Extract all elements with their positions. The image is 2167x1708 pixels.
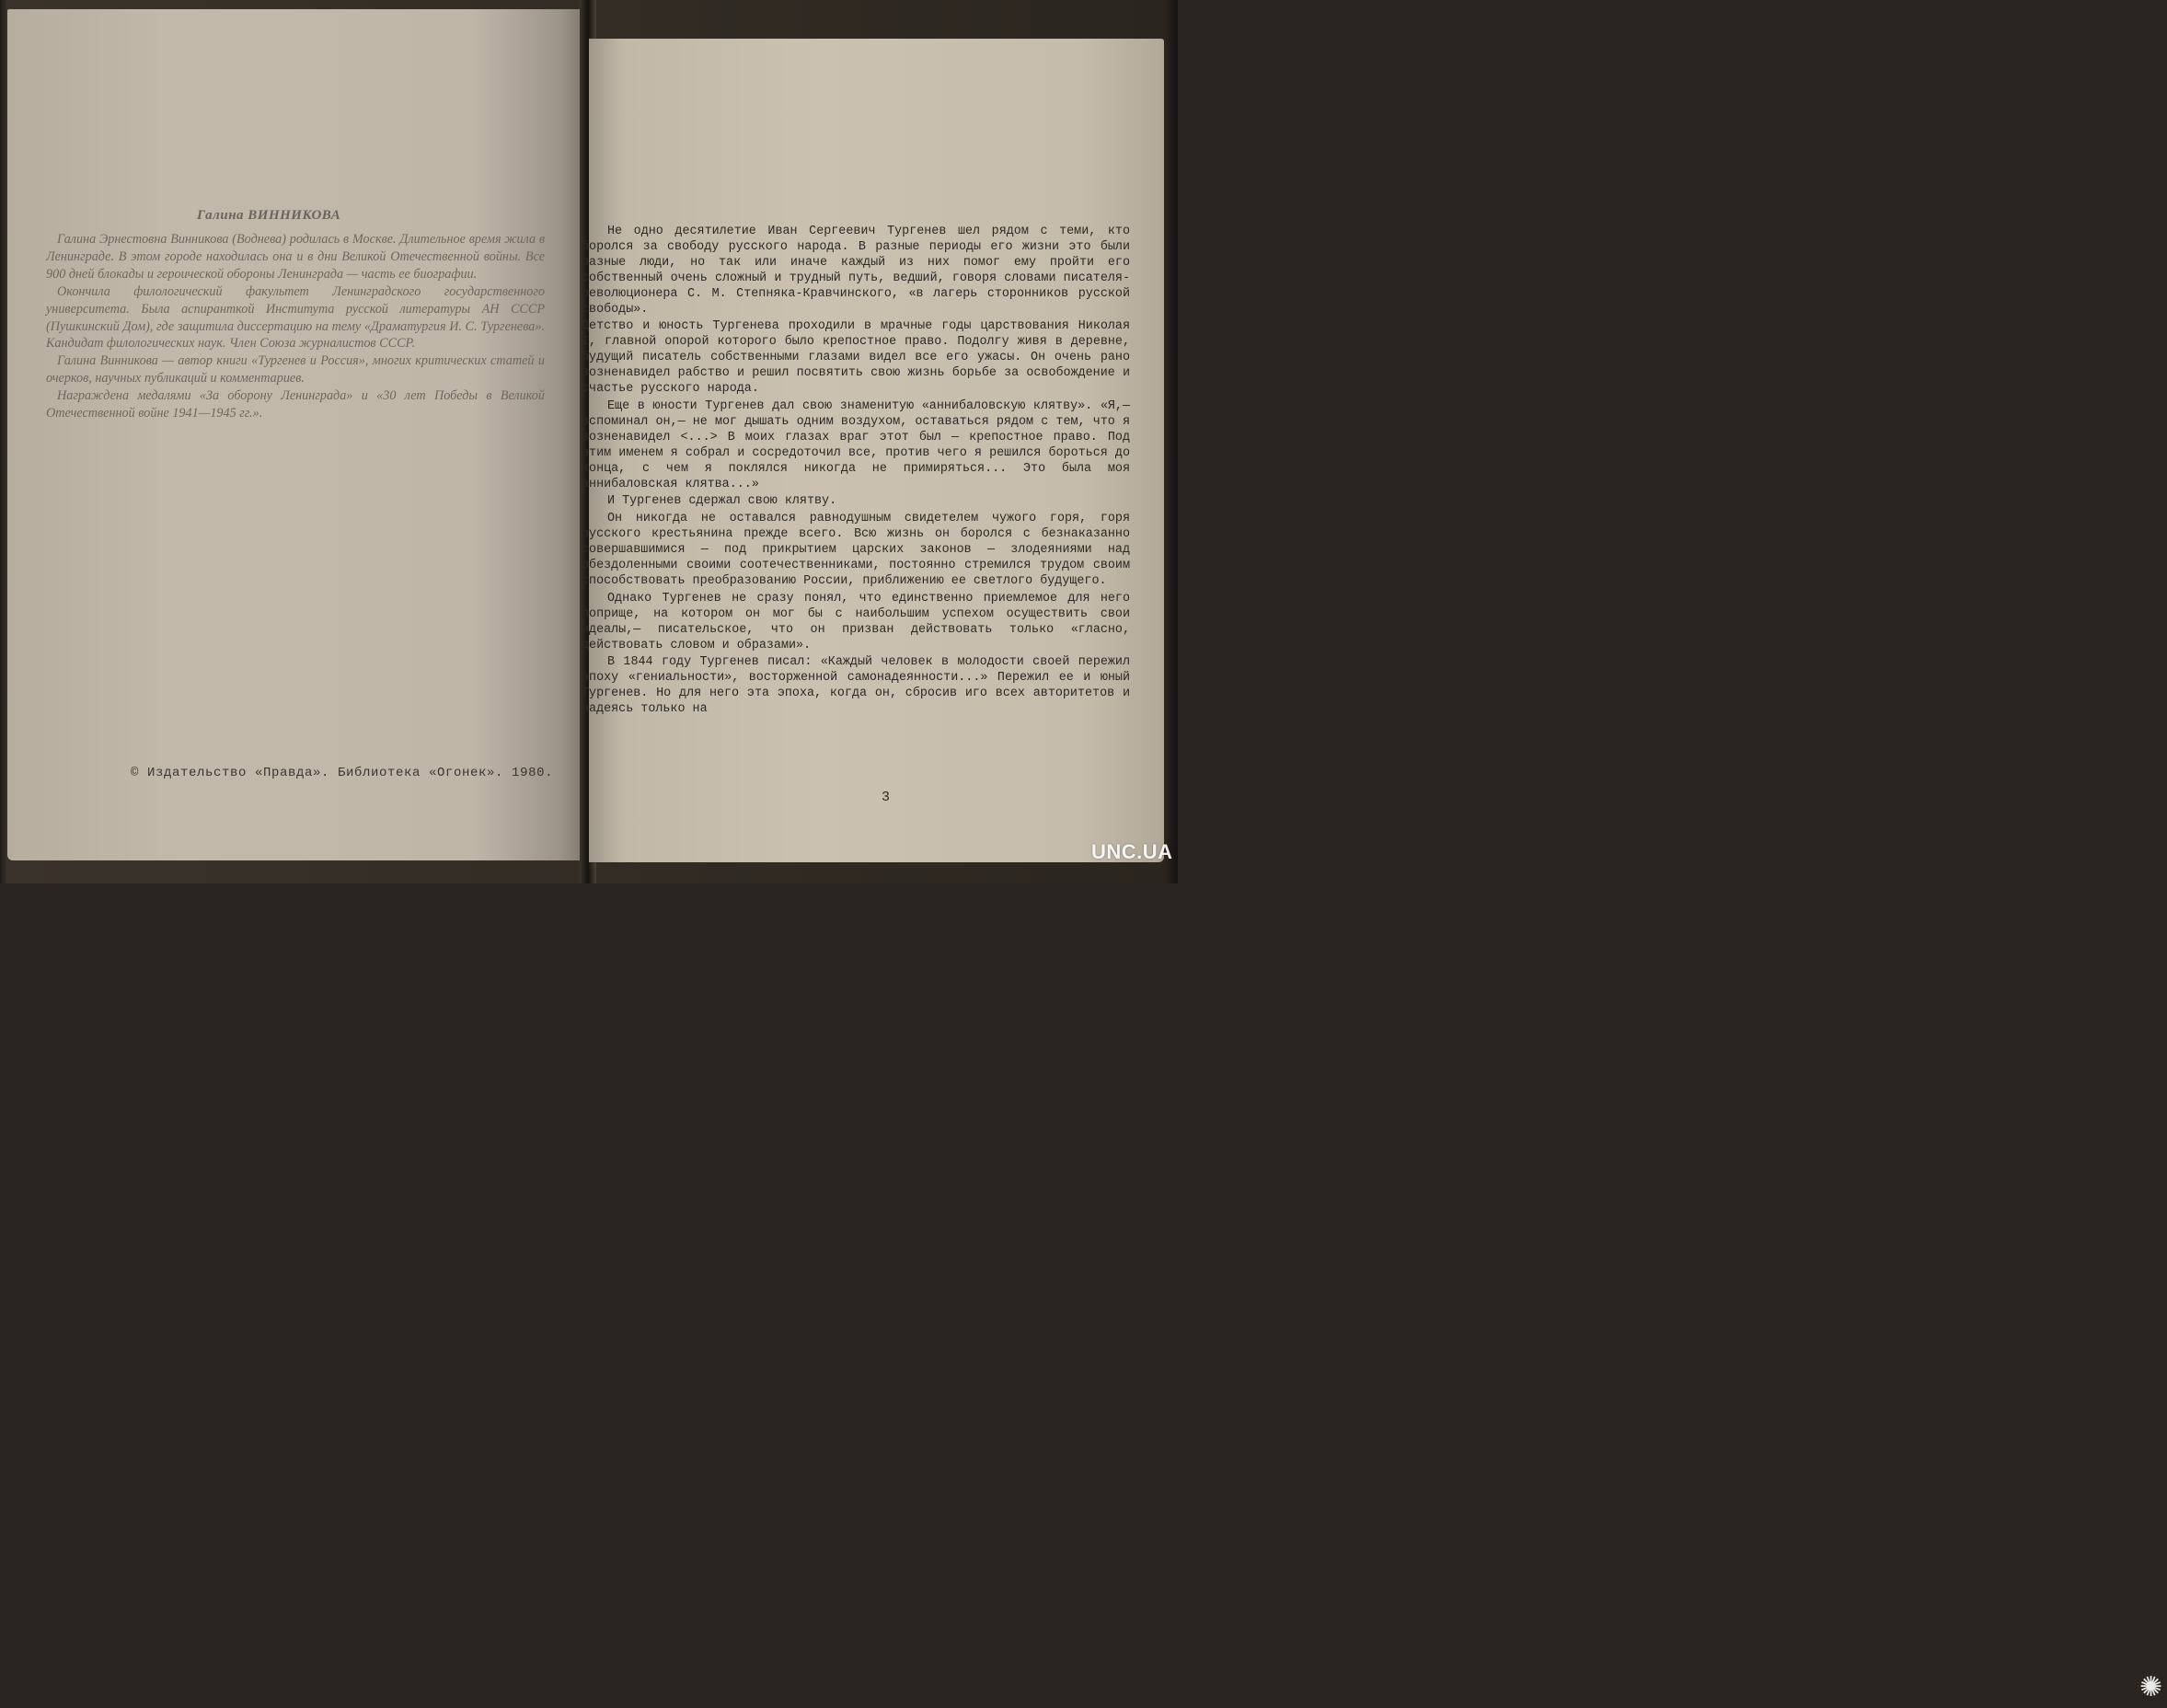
text-paragraph: Он никогда не оставался равнодушным свидетелем чужого горя, горя русского крестьянина прежде всего. Всю жизнь он боролся с безнаказанно совершавшимися — под прикрытием царских законов — злодеяниями над обездоленными своими соотечественниками, постоянно стремился трудом своим способствовать преобразованию России, приближению ее светлого будущего. [582, 512, 1130, 588]
main-text [582, 225, 1130, 720]
bio-paragraph: Окончила филологический факультет Ленинградского государственного университета. Была аспиранткой Института русской литературы АН СССР (Пушкинский Дом), где защитила диссертацию на тему «Драматургия И. С. Тургенева». Кандидат филологических наук. Член Союза журналистов СССР. [46, 283, 545, 352]
page-number: 3 [882, 790, 891, 805]
text-paragraph: Не одно десятилетие Иван Сергеевич Тургенев шел рядом с теми, кто боролся за свободу русского народа. В разные периоды его жизни это были разные люди, но так или иначе каждый из них помог ему пройти его собственный очень сложный и трудный путь, ведший, говоря словами писателя-революционера С. М. Степняка-Кравчинского, «в лагерь сторонников русской свободы». [582, 225, 1130, 317]
text-paragraph: Однако Тургенев не сразу понял, что единственно приемлемое для него поприще, на котором он мог бы с наибольшим успехом осуществить свои идеалы,— писательское, что он призван действовать только «гласно, действовать словом и образами». [582, 591, 1130, 652]
left-page [7, 9, 587, 860]
sparkle-star-icon: ✺ [2139, 1671, 2163, 1703]
watermark-text: UNC.UA [1091, 840, 1173, 863]
author-bio [46, 231, 545, 422]
author-heading: Галина ВИННИКОВА [197, 208, 341, 223]
copyright-line: © Издательство «Правда». Библиотека «Огонек». 1980. [131, 766, 554, 780]
bio-paragraph: Галина Винникова — автор книги «Тургенев и Россия», многих критических статей и очерков, научных публикаций и комментариев. [46, 353, 545, 387]
text-paragraph: Еще в юности Тургенев дал свою знаменитую «аннибаловскую клятву». «Я,— вспоминал он,— не мог дышать одним воздухом, оставаться рядом с тем, что я возненавидел <...> В моих глазах враг этот был — крепостное право. Под этим именем я собрал и сосредоточил все, против чего я решился бороться до конца, с чем я поклялся никогда не примиряться... Это была моя аннибаловская клятва...» [582, 398, 1130, 491]
text-paragraph: Детство и юность Тургенева проходили в мрачные годы царствования Николая I, главной опорой которого было крепостное право. Подолгу живя в деревне, будущий писатель собственными глазами видел все его ужасы. Он очень рано возненавидел рабство и решил посвятить свою жизнь борьбе за освобождение и счастье русского народа. [582, 319, 1130, 397]
text-paragraph: И Тургенев сдержал свою клятву. [607, 494, 837, 509]
bio-paragraph: Галина Эрнестовна Винникова (Воднева) родилась в Москве. Длительное время жила в Ленинграде. В этом городе находилась она и в дни Великой Отечественной войны. Все 900 дней блокады и героической обороны Ленинграда — часть ее биографии. [46, 232, 545, 282]
bio-paragraph: Награждена медалями «За оборону Ленинграда» и «30 лет Победы в Великой Отечественной войне 1941—1945 гг.». [46, 388, 545, 421]
text-paragraph: В 1844 году Тургенев писал: «Каждый человек в молодости своей пережил эпоху «гениальности», восторженной самонадеянности...» Пережил ее и юный Тургенев. Но для него эта эпоха, когда он, сбросив иго всех авторитетов и надеясь только на [582, 655, 1130, 717]
